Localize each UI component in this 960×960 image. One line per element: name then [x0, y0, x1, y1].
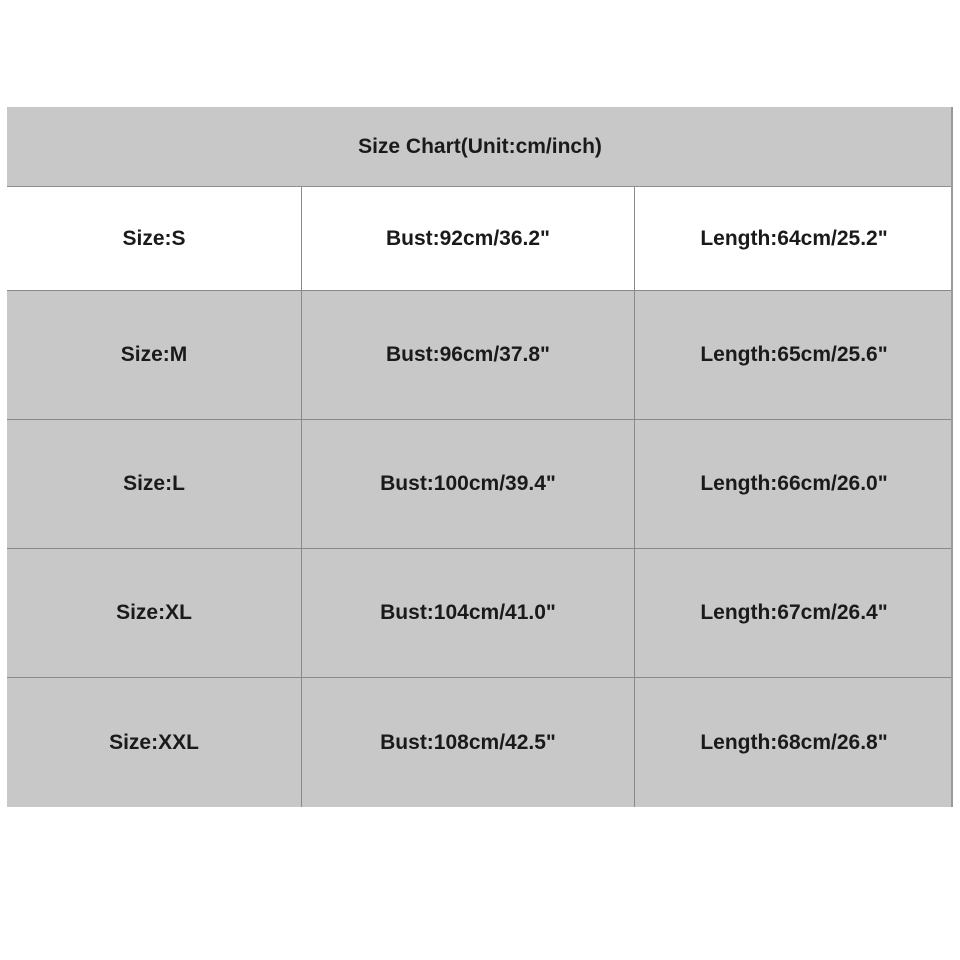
length-cell: Length:65cm/25.6"	[635, 291, 953, 420]
length-cell: Length:68cm/26.8"	[635, 678, 953, 807]
table-right-border	[951, 107, 953, 807]
bust-cell: Bust:92cm/36.2"	[302, 187, 635, 291]
bust-cell: Bust:104cm/41.0"	[302, 549, 635, 678]
bust-cell: Bust:96cm/37.8"	[302, 291, 635, 420]
size-cell: Size:XXL	[7, 678, 302, 807]
size-cell: Size:XL	[7, 549, 302, 678]
size-chart-title: Size Chart(Unit:cm/inch)	[7, 107, 953, 187]
length-cell: Length:66cm/26.0"	[635, 420, 953, 549]
size-chart-grid	[7, 187, 953, 807]
size-chart-table	[7, 107, 953, 807]
bust-cell: Bust:100cm/39.4"	[302, 420, 635, 549]
length-cell: Length:64cm/25.2"	[635, 187, 953, 291]
size-cell: Size:S	[7, 187, 302, 291]
size-cell: Size:L	[7, 420, 302, 549]
length-cell: Length:67cm/26.4"	[635, 549, 953, 678]
size-cell: Size:M	[7, 291, 302, 420]
bust-cell: Bust:108cm/42.5"	[302, 678, 635, 807]
